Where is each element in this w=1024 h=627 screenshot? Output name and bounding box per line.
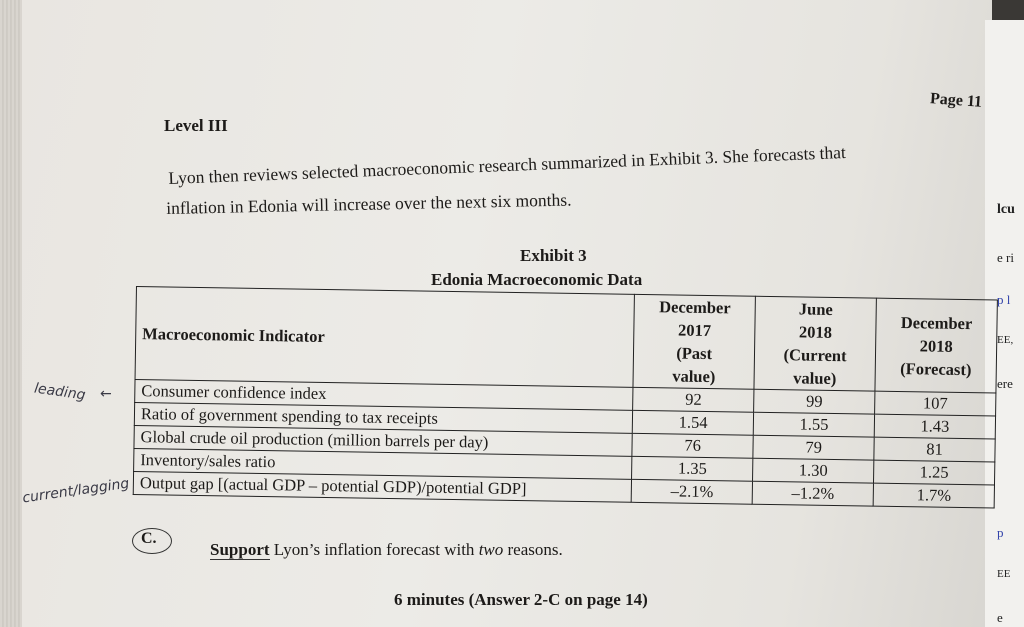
indicator-cell: Global crude oil production (million barrels per day) — [134, 425, 633, 456]
question-text-part: reasons. — [503, 540, 563, 559]
col-header-dec-2018 — [875, 298, 997, 393]
next-page-fragment: EE, — [997, 334, 1014, 346]
next-page-fragment: e ri — [997, 250, 1014, 265]
value-cell: 1.54 — [632, 410, 753, 435]
next-page-fragment: lcu — [997, 202, 1015, 217]
value-cell: –2.1% — [631, 479, 752, 504]
next-page-fragment: e — [997, 610, 1003, 625]
next-page-fragment: p l — [997, 292, 1011, 307]
indicator-cell: Inventory/sales ratio — [134, 448, 633, 479]
value-cell: 1.35 — [632, 456, 753, 481]
level-heading: Level III — [164, 116, 228, 135]
col-header-dec-2017 — [633, 294, 755, 389]
value-cell: 1.25 — [874, 460, 995, 485]
intro-line-2: inflation in Edonia will increase over the next six months. — [166, 189, 572, 218]
col-header-line: 2018 — [919, 335, 953, 356]
col-header-jun-2018 — [754, 296, 876, 391]
col-header-indicator: Macroeconomic Indicator — [135, 287, 635, 388]
value-cell: 79 — [753, 435, 874, 460]
exhibit-subtitle: Edonia Macroeconomic Data — [431, 270, 643, 289]
col-header-line: value) — [672, 366, 716, 387]
col-header-line: value) — [793, 368, 837, 389]
question-text — [210, 540, 563, 560]
value-cell: 1.43 — [874, 414, 995, 439]
col-header-line: December — [900, 312, 973, 333]
next-page-fragment: EE — [997, 568, 1011, 580]
value-cell: 99 — [754, 389, 875, 414]
col-header-line: (Past — [676, 343, 713, 364]
value-cell: 1.30 — [753, 458, 874, 483]
question-letter: C. — [141, 530, 157, 547]
value-cell: 92 — [633, 387, 754, 412]
indicator-cell: Ratio of government spending to tax receipts — [134, 402, 633, 433]
exhibit-title: Exhibit 3 — [520, 246, 587, 265]
next-page-fragment: p — [997, 525, 1004, 540]
value-cell: 81 — [874, 437, 995, 462]
col-header-line: 2017 — [677, 320, 712, 341]
macro-data-table — [133, 286, 998, 509]
col-header-line: 2018 — [798, 322, 833, 342]
next-page-fragment: ere — [997, 376, 1013, 391]
intro-line-1: Lyon then reviews selected macroeconomic research summarized in Exhibit 3. She forecasts that — [168, 141, 847, 188]
page-number: Page 11 — [929, 90, 983, 111]
value-cell: 107 — [875, 391, 996, 416]
col-header-line: June — [798, 299, 833, 319]
indicator-cell: Output gap [(actual GDP – potential GDP)/potential GDP] — [133, 471, 632, 502]
value-cell: 1.7% — [873, 483, 994, 508]
value-cell: 76 — [632, 433, 753, 458]
handwritten-current-lagging-note: current/lagging — [21, 475, 131, 507]
question-text-part: Lyon’s inflation forecast with — [269, 540, 479, 559]
table-header-row — [135, 287, 997, 394]
question-keyword: Support — [210, 540, 270, 559]
indicator-cell: Consumer confidence index — [135, 379, 634, 410]
col-header-line: (Current — [783, 345, 847, 366]
question-emphasis: two — [478, 540, 504, 559]
handwritten-leading-note: leading — [33, 380, 87, 404]
value-cell: –1.2% — [752, 481, 873, 506]
col-header-line: (Forecast) — [900, 358, 972, 379]
col-header-line: December — [659, 297, 731, 318]
arrow-icon: ← — [100, 386, 112, 402]
value-cell: 1.55 — [753, 412, 874, 437]
answer-reference: 6 minutes (Answer 2-C on page 14) — [394, 590, 648, 609]
